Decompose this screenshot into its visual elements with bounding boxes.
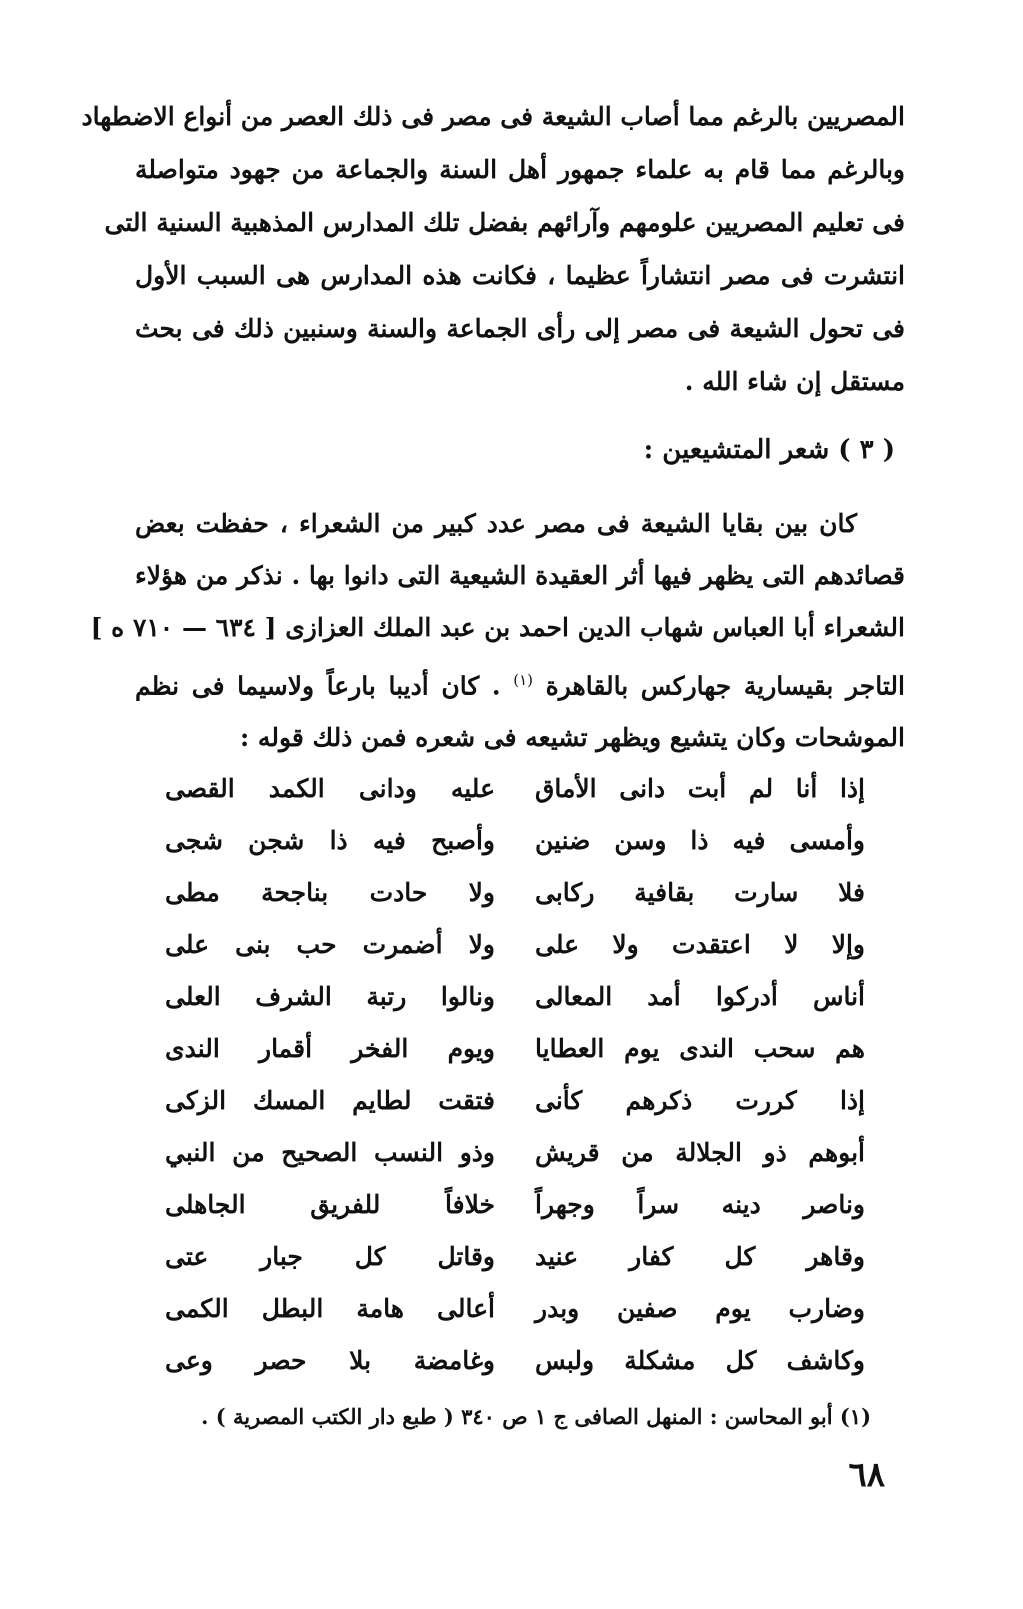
second-hemistich: وغامضة بلا حصر وعى <box>165 1345 495 1375</box>
poem-verse <box>165 1282 865 1334</box>
second-hemistich: فتقت لطايم المسك الزكى <box>165 1085 495 1115</box>
text-line: فى تحول الشيعة فى مصر إلى رأى الجماعة والسنة وسنبين ذلك فى بحث <box>135 314 905 343</box>
first-hemistich: إذا أنا لم أبت دانى الأماق <box>535 773 865 803</box>
text-line: الموشحات وكان يتشيع ويظهر تشيعه فى شعره فمن ذلك قوله : <box>240 723 905 753</box>
poem <box>165 762 865 1386</box>
paragraph-1 <box>81 90 905 408</box>
poem-verse <box>165 918 865 970</box>
poem-verse <box>165 1178 865 1230</box>
text-line: المصريين بالرغم مما أصاب الشيعة فى مصر فى ذلك العصر من أنواع الاضطهاد <box>81 102 905 131</box>
section-heading: ( ٣ ) شعر المتشيعين : <box>643 435 895 465</box>
text-line: كان بين بقايا الشيعة فى مصر عدد كبير من الشعراء ، حفظت بعض <box>135 509 857 538</box>
text-line: وبالرغم مما قام به علماء جمهور أهل السنة والجماعة من جهود متواصلة <box>135 155 905 184</box>
poem-verse <box>165 814 865 866</box>
second-hemistich: خلافاً للفريق الجاهلى <box>165 1189 495 1219</box>
first-hemistich: فلا سارت بقافية ركابى <box>535 877 865 907</box>
paragraph-2 <box>90 498 905 764</box>
text-line-with-footnote <box>135 654 905 712</box>
text-line: قصائدهم التى يظهر فيها أثر العقيدة الشيعية التى دانوا بها . نذكر من هؤلاء <box>135 561 905 590</box>
text-line: انتشرت فى مصر انتشاراً عظيما ، فكانت هذه المدارس هى السبب الأول <box>135 261 905 290</box>
second-hemistich: ولا حادت بناجحة مطى <box>165 877 495 907</box>
text-line: الشعراء أبا العباس شهاب الدين احمد بن عبد الملك العزازى [ ٦٣٤ — ٧١٠ ه ] <box>90 613 905 642</box>
first-hemistich: وضارب يوم صفين وبدر <box>535 1293 865 1323</box>
first-hemistich: وقاهر كل كفار عنيد <box>535 1241 865 1271</box>
poem-verse <box>165 866 865 918</box>
first-hemistich: وأمسى فيه ذا وسن ضنين <box>535 825 865 855</box>
second-hemistich: وذو النسب الصحيح من النبي <box>165 1137 495 1167</box>
second-hemistich: ونالوا رتبة الشرف العلى <box>165 981 495 1011</box>
second-hemistich: عليه ودانى الكمد القصى <box>165 773 495 803</box>
text-line: مستقل إن شاء الله . <box>684 367 905 396</box>
poem-verse <box>165 1334 865 1386</box>
first-hemistich: وإلا لا اعتقدت ولا على <box>535 929 865 959</box>
poem-verse <box>165 1022 865 1074</box>
text-segment: . كان أديبا بارعاً ولاسيما فى نظم <box>135 671 501 701</box>
second-hemistich: أعالى هامة البطل الكمى <box>165 1293 495 1323</box>
footnote: (١) أبو المحاسن : المنهل الصافى ج ١ ص ٣٤٠ ( طبع دار الكتب المصرية ) . <box>201 1404 871 1429</box>
first-hemistich: إذا كررت ذكرهم كأنى <box>535 1085 865 1115</box>
second-hemistich: ويوم الفخر أقمار الندى <box>165 1033 495 1063</box>
first-hemistich: هم سحب الندى يوم العطايا <box>535 1033 865 1063</box>
first-hemistich: أناس أدركوا أمد المعالى <box>535 981 865 1011</box>
poem-verse <box>165 970 865 1022</box>
footnote-reference: (١) <box>513 671 533 689</box>
second-hemistich: ولا أضمرت حب بنى على <box>165 929 495 959</box>
first-hemistich: وكاشف كل مشكلة ولبس <box>535 1345 865 1375</box>
first-hemistich: وناصر دينه سراً وجهراً <box>535 1189 865 1219</box>
poem-verse <box>165 1074 865 1126</box>
second-hemistich: وقاتل كل جبار عتى <box>165 1241 495 1271</box>
poem-verse <box>165 1230 865 1282</box>
text-segment: التاجر بقيسارية جهاركس بالقاهرة <box>545 671 905 701</box>
poem-verse <box>165 762 865 814</box>
second-hemistich: وأصبح فيه ذا شجن شجى <box>165 825 495 855</box>
first-hemistich: أبوهم ذو الجلالة من قريش <box>535 1137 865 1167</box>
poem-verse <box>165 1126 865 1178</box>
text-line: فى تعليم المصريين علومهم وآرائهم بفضل تلك المدارس المذهبية السنية التى <box>104 208 905 237</box>
page-number: ٦٨ <box>848 1455 885 1495</box>
